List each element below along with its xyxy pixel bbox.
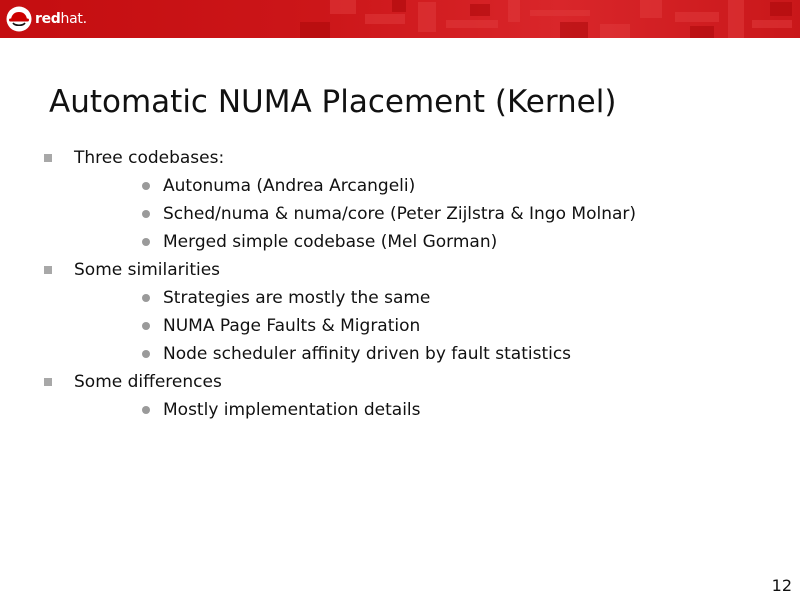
round-bullet-icon [142, 182, 150, 190]
square-bullet-icon [44, 266, 52, 274]
square-bullet-icon [44, 154, 52, 162]
sub-bullet-item: Autonuma (Andrea Arcangeli) [163, 176, 416, 196]
round-bullet-icon [142, 406, 150, 414]
bullet-item: Some similarities [74, 260, 221, 280]
bullet-item: Three codebases: [74, 148, 225, 168]
round-bullet-icon [142, 350, 150, 358]
sub-bullet-item: Sched/numa & numa/core (Peter Zijlstra & Ingo Molnar) [163, 204, 637, 224]
sub-bullet-item: Mostly implementation details [163, 400, 421, 420]
sub-bullet-item: NUMA Page Faults & Migration [163, 316, 421, 336]
slide-title: Automatic NUMA Placement (Kernel) [49, 84, 617, 120]
round-bullet-icon [142, 322, 150, 330]
sub-bullet-item: Merged simple codebase (Mel Gorman) [163, 232, 498, 252]
sub-bullet-item: Node scheduler affinity driven by fault statistics [163, 344, 572, 364]
round-bullet-icon [142, 294, 150, 302]
logo-wordmark: redhat. [35, 11, 87, 27]
square-bullet-icon [44, 378, 52, 386]
sub-bullet-item: Strategies are mostly the same [163, 288, 431, 308]
page-number: 12 [771, 576, 792, 595]
round-bullet-icon [142, 238, 150, 246]
round-bullet-icon [142, 210, 150, 218]
bullet-item: Some differences [74, 372, 222, 392]
